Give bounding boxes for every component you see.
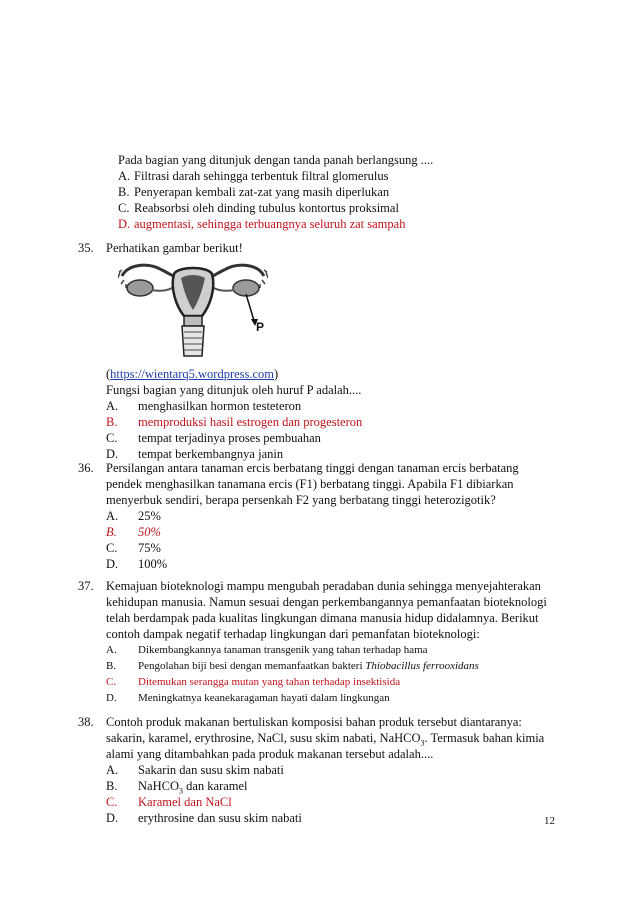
q37-option-d-letter: D. (106, 692, 117, 704)
q35-option-c: tempat terjadinya proses pembuahan (138, 431, 321, 445)
source-open-paren: ( (106, 367, 111, 381)
q34-option-d-answer: augmentasi, sehingga terbuangnya seluruh zat sampah (134, 217, 406, 231)
q37-option-b-italic: Thiobacillus ferrooxidans (365, 660, 479, 672)
q36-number: 36. (78, 461, 94, 475)
q34-option-c: Reabsorbsi oleh dinding tubulus kontortus proksimal (134, 201, 399, 215)
q37-line-1: Kemajuan bioteknologi mampu mengubah peradaban dunia sehingga menyejahterakan (106, 579, 541, 593)
q36-option-d-letter: D. (106, 557, 119, 571)
q36-line-1: Persilangan antara tanaman ercis berbatang tinggi dengan tanaman ercis berbatang (106, 461, 519, 475)
q36-option-c: 75% (138, 541, 161, 555)
q36-line-3: menyerbuk sendiri, berapa persenkah F2 yang berbatang tinggi heterozigotik? (106, 493, 496, 507)
q35-stem: Perhatikan gambar berikut! (106, 241, 243, 255)
q37-option-b-letter: B. (106, 660, 117, 672)
q35-option-a-letter: A. (106, 399, 119, 413)
q38-line-2-pre: sakarin, karamel, erythrosine, NaCl, susu skim nabati, NaHCO (106, 731, 421, 745)
q38-option-b-post: dan karamel (182, 779, 248, 793)
q36-option-c-letter: C. (106, 541, 118, 555)
q34-option-a: Filtrasi darah sehingga terbentuk filtral glomerulus (134, 169, 389, 183)
q38-option-d-letter: D. (106, 811, 119, 825)
q37-line-4: contoh dampak negatif terhadap lingkungan dari pemanfatan bioteknologi: (106, 627, 480, 641)
q38-option-b-pre: NaHCO (138, 779, 179, 793)
q35-option-b-letter: B. (106, 415, 118, 429)
q38-option-a-letter: A. (106, 763, 119, 777)
q35-number: 35. (78, 241, 94, 255)
q38-option-c-letter: C. (106, 795, 118, 809)
q37-option-c-letter: C. (106, 676, 117, 688)
q38-option-b-letter: B. (106, 779, 118, 793)
q34-stem: Pada bagian yang ditunjuk dengan tanda panah berlangsung .... (118, 153, 434, 167)
q36-option-a-letter: A. (106, 509, 119, 523)
q34-option-b-letter: B. (118, 185, 130, 199)
page-number: 12 (544, 815, 555, 827)
q38-option-b-sub: 3 (178, 786, 183, 796)
q37-option-a: Dikembangkannya tanaman transgenik yang tahan terhadap hama (138, 644, 428, 656)
q36-line-2: pendek menghasilkan tanamana ercis (F1) berbatang tinggi. Apabila F1 dibiarkan (106, 477, 514, 491)
q36-option-b-answer: 50% (138, 525, 161, 539)
q37-line-2: kehidupan manusia. Namun sesuai dengan perkembangannya pemanfaatan bioteknologi (106, 595, 547, 609)
q37-number: 37. (78, 579, 94, 593)
q35-option-d: tempat berkembangnya janin (138, 447, 284, 461)
q38-option-c-answer: Karamel dan NaCl (138, 795, 232, 809)
q38-line-1: Contoh produk makanan bertuliskan komposisi bahan produk tersebut diantaranya: (106, 715, 522, 729)
q38-line-2 (106, 730, 544, 746)
q37-option-c-answer: Ditemukan serangga mutan yang tahan terhadap insektisida (138, 676, 401, 688)
q34-option-b: Penyerapan kembali zat-zat yang masih diperlukan (134, 185, 390, 199)
q35-option-b-answer: memproduksi hasil estrogen dan progesteron (138, 415, 363, 429)
q37-option-d: Meningkatnya keanekaragaman hayati dalam lingkungan (138, 692, 390, 704)
q34-option-c-letter: C. (118, 201, 130, 215)
source-link[interactable]: https://wientarq5.wordpress.com (110, 367, 275, 381)
q35-source (106, 366, 278, 382)
q38-number: 38. (78, 715, 94, 729)
q38-option-a: Sakarin dan susu skim nabati (138, 763, 284, 777)
uterus-diagram (118, 258, 268, 362)
figure-label-p: P (256, 320, 265, 334)
q37-option-b (138, 659, 479, 673)
q37-option-b-text: Pengolahan biji besi dengan memanfaatkan bakteri (138, 660, 366, 672)
source-close-paren: ) (274, 367, 279, 381)
q37-option-a-letter: A. (106, 644, 117, 656)
q37-line-3: telah berdampak pada kualitas lingkungan dimana manusia hidup didalamnya. Berikut (106, 611, 539, 625)
q36-option-d: 100% (138, 557, 168, 571)
q34-option-d-letter: D. (118, 217, 131, 231)
q35-option-a: menghasilkan hormon testeteron (138, 399, 302, 413)
q38-line-2-post: . Termasuk bahan kimia (424, 731, 545, 745)
q36-option-a: 25% (138, 509, 161, 523)
q36-option-b-letter: B. (106, 525, 117, 539)
q35-option-d-letter: D. (106, 447, 119, 461)
q38-line-2-sub: 3 (420, 738, 425, 748)
q34-option-a-letter: A. (118, 169, 131, 183)
q38-option-b (138, 778, 248, 794)
q38-line-3: alami yang ditambahkan pada produk makanan tersebut adalah.... (106, 747, 434, 761)
q35-option-c-letter: C. (106, 431, 118, 445)
q35-question: Fungsi bagian yang ditunjuk oleh huruf P adalah.... (106, 383, 362, 397)
q38-option-d: erythrosine dan susu skim nabati (138, 811, 302, 825)
